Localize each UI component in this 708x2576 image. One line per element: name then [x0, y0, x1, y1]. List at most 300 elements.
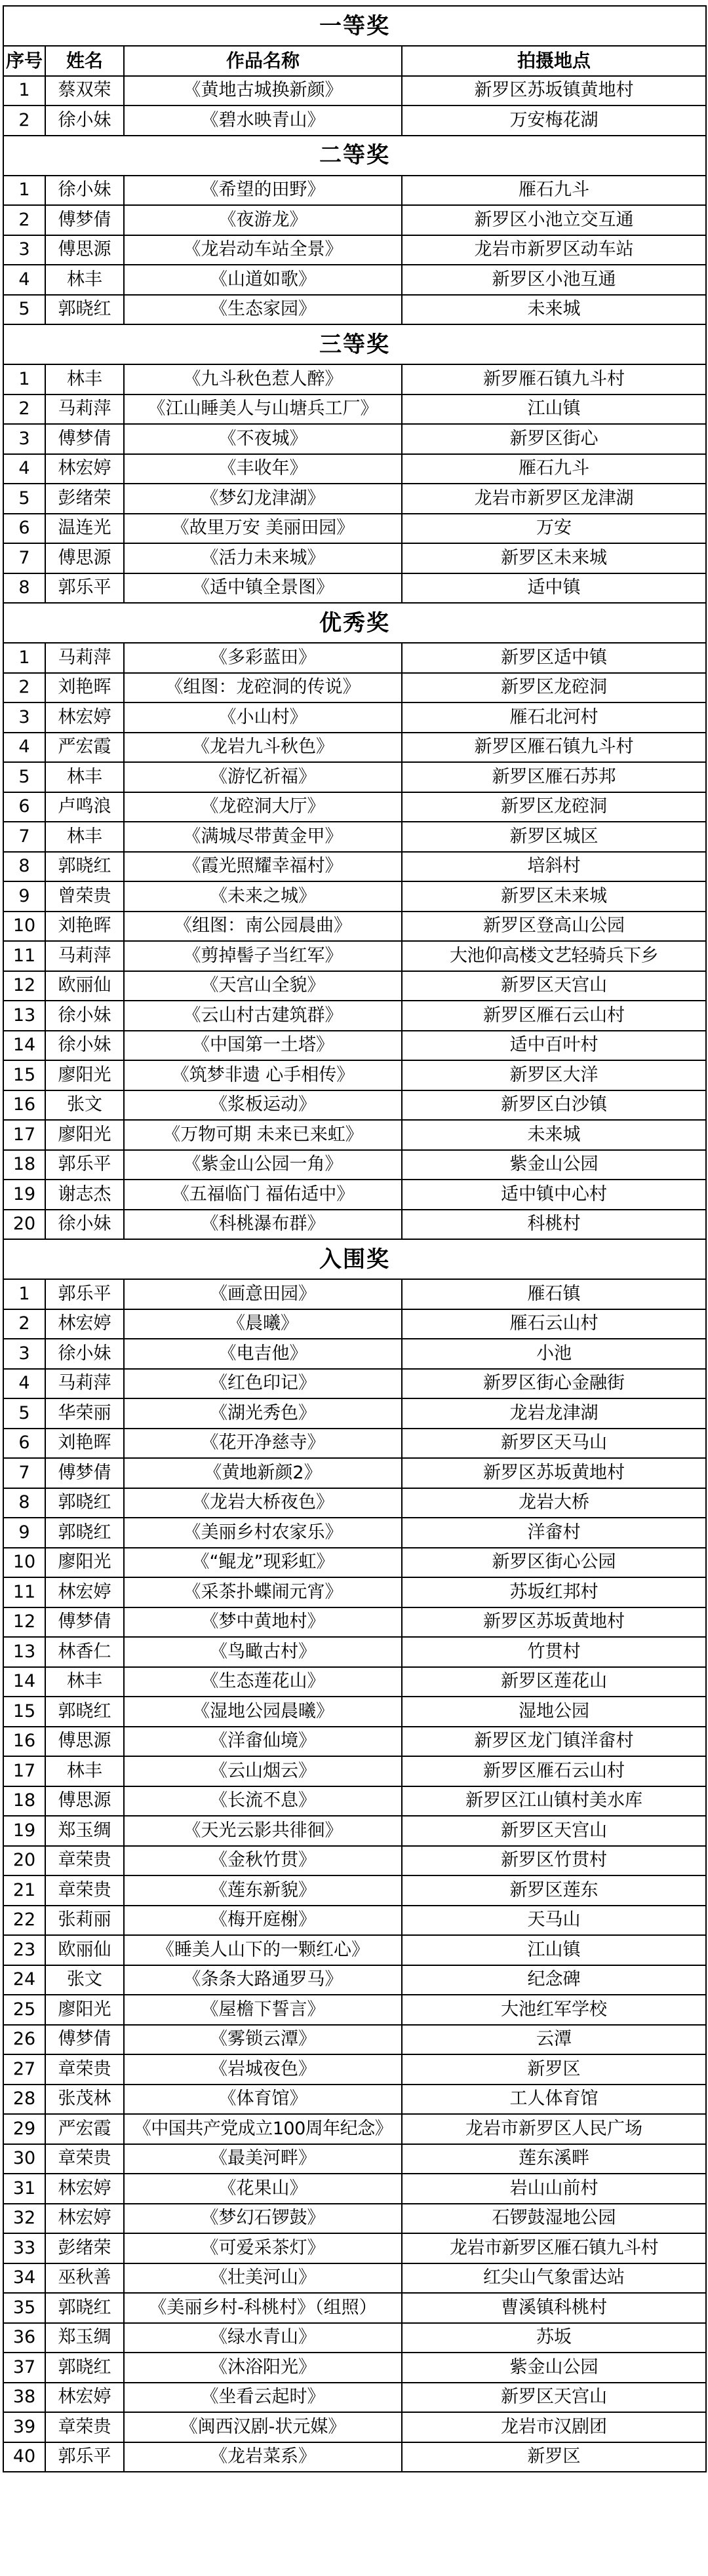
cell-number: 3	[3, 702, 45, 733]
cell-name: 郭晓红	[45, 2353, 124, 2383]
column-header-no: 序号	[3, 46, 45, 76]
cell-number: 5	[3, 484, 45, 514]
cell-name: 马莉萍	[45, 1369, 124, 1399]
cell-number: 8	[3, 1488, 45, 1518]
cell-location: 岩山山前村	[402, 2174, 706, 2204]
cell-work-title: 《龙硿洞大厅》	[124, 792, 402, 822]
cell-name: 傅梦倩	[45, 424, 124, 454]
table-row	[3, 1488, 706, 1518]
table-row	[3, 762, 706, 792]
cell-number: 3	[3, 235, 45, 265]
cell-name: 彭绪荣	[45, 2233, 124, 2263]
cell-number: 12	[3, 1607, 45, 1638]
cell-name: 郭乐平	[45, 1279, 124, 1309]
table-row	[3, 2233, 706, 2263]
cell-work-title: 《中国共产党成立100周年纪念》	[124, 2114, 402, 2144]
award-list-sheet	[3, 5, 705, 2472]
cell-number: 18	[3, 1150, 45, 1180]
cell-location: 新罗区街心公园	[402, 1548, 706, 1578]
table-row	[3, 1697, 706, 1727]
cell-location: 新罗区大洋	[402, 1060, 706, 1090]
cell-name: 华荣丽	[45, 1398, 124, 1429]
cell-number: 30	[3, 2144, 45, 2174]
cell-work-title: 《花果山》	[124, 2174, 402, 2204]
cell-location: 新罗区白沙镇	[402, 1090, 706, 1121]
cell-location: 龙岩市新罗区龙津湖	[402, 484, 706, 514]
cell-number: 5	[3, 1398, 45, 1429]
table-row	[3, 2054, 706, 2085]
table-row	[3, 1398, 706, 1429]
cell-location: 江山镇	[402, 1935, 706, 1965]
cell-number: 18	[3, 1786, 45, 1817]
table-row	[3, 1906, 706, 1936]
cell-name: 林宏婷	[45, 1577, 124, 1607]
cell-number: 9	[3, 1518, 45, 1548]
table-row	[3, 205, 706, 235]
cell-number: 20	[3, 1846, 45, 1876]
table-row	[3, 1060, 706, 1090]
table-row	[3, 1429, 706, 1459]
column-header-name: 姓名	[45, 46, 124, 76]
cell-location: 雁石九斗	[402, 176, 706, 206]
cell-name: 郭晓红	[45, 295, 124, 325]
cell-number: 1	[3, 1279, 45, 1309]
cell-number: 36	[3, 2323, 45, 2353]
table-row	[3, 2025, 706, 2055]
cell-work-title: 《霞光照耀幸福村》	[124, 852, 402, 882]
cell-work-title: 《天光云影共徘徊》	[124, 1816, 402, 1846]
table-row	[3, 1458, 706, 1488]
cell-work-title: 《屋檐下誓言》	[124, 1995, 402, 2025]
table-row	[3, 1548, 706, 1578]
table-row	[3, 673, 706, 703]
table-row	[3, 881, 706, 912]
table-row	[3, 1846, 706, 1876]
cell-location: 曹溪镇科桃村	[402, 2293, 706, 2323]
cell-location: 未来城	[402, 1120, 706, 1150]
award-table	[3, 5, 707, 2472]
cell-number: 38	[3, 2383, 45, 2413]
cell-work-title: 《闽西汉剧-状元媒》	[124, 2412, 402, 2442]
cell-number: 28	[3, 2085, 45, 2115]
cell-work-title: 《组图：南公园晨曲》	[124, 912, 402, 942]
cell-name: 廖阳光	[45, 1548, 124, 1578]
cell-name: 林宏婷	[45, 2383, 124, 2413]
cell-name: 章荣贵	[45, 1846, 124, 1876]
cell-location: 大池仰高楼文艺轻骑兵下乡	[402, 941, 706, 971]
cell-number: 12	[3, 971, 45, 1001]
cell-number: 19	[3, 1180, 45, 1210]
cell-work-title: 《梅开庭榭》	[124, 1906, 402, 1936]
cell-location: 新罗区龙门镇洋畲村	[402, 1727, 706, 1757]
cell-work-title: 《中国第一土塔》	[124, 1031, 402, 1061]
table-row	[3, 912, 706, 942]
cell-name: 章荣贵	[45, 2144, 124, 2174]
cell-number: 9	[3, 881, 45, 912]
cell-location: 紫金山公园	[402, 1150, 706, 1180]
cell-number: 1	[3, 643, 45, 673]
cell-number: 22	[3, 1906, 45, 1936]
cell-work-title: 《生态家园》	[124, 295, 402, 325]
cell-work-title: 《金秋竹贯》	[124, 1846, 402, 1876]
cell-number: 3	[3, 424, 45, 454]
cell-location: 新罗区苏坂黄地村	[402, 1607, 706, 1638]
table-row	[3, 2174, 706, 2204]
table-row	[3, 1279, 706, 1309]
cell-location: 雁石镇	[402, 1279, 706, 1309]
cell-number: 15	[3, 1060, 45, 1090]
cell-location: 新罗区竹贯村	[402, 1846, 706, 1876]
cell-location: 未来城	[402, 295, 706, 325]
table-row	[3, 1875, 706, 1906]
table-row	[3, 643, 706, 673]
cell-number: 4	[3, 454, 45, 484]
cell-work-title: 《沐浴阳光》	[124, 2353, 402, 2383]
cell-name: 郭晓红	[45, 1518, 124, 1548]
cell-number: 31	[3, 2174, 45, 2204]
cell-number: 23	[3, 1935, 45, 1965]
cell-location: 新罗区	[402, 2442, 706, 2472]
table-row	[3, 2442, 706, 2472]
cell-location: 新罗区江山镇村美水库	[402, 1786, 706, 1817]
cell-number: 1	[3, 176, 45, 206]
cell-number: 5	[3, 295, 45, 325]
cell-number: 1	[3, 364, 45, 394]
cell-name: 郭晓红	[45, 2293, 124, 2323]
cell-location: 工人体育馆	[402, 2085, 706, 2115]
cell-location: 万安梅花湖	[402, 106, 706, 136]
cell-number: 8	[3, 573, 45, 604]
cell-name: 章荣贵	[45, 2412, 124, 2442]
cell-name: 林香仁	[45, 1637, 124, 1667]
section-title: 三等奖	[3, 324, 706, 364]
cell-number: 35	[3, 2293, 45, 2323]
cell-work-title: 《花开净慈寺》	[124, 1429, 402, 1459]
cell-location: 新罗区城区	[402, 822, 706, 852]
cell-name: 章荣贵	[45, 1875, 124, 1906]
cell-work-title: 《龙岩大桥夜色》	[124, 1488, 402, 1518]
column-header-work: 作品名称	[124, 46, 402, 76]
table-row	[3, 971, 706, 1001]
cell-number: 32	[3, 2204, 45, 2234]
cell-location: 适中镇中心村	[402, 1180, 706, 1210]
cell-work-title: 《龙岩九斗秋色》	[124, 733, 402, 763]
cell-number: 2	[3, 1309, 45, 1339]
cell-location: 科桃村	[402, 1210, 706, 1240]
cell-name: 谢志杰	[45, 1180, 124, 1210]
cell-location: 大池红军学校	[402, 1995, 706, 2025]
cell-name: 张莉丽	[45, 1906, 124, 1936]
cell-number: 24	[3, 1965, 45, 1995]
cell-number: 21	[3, 1875, 45, 1906]
cell-location: 新罗区雁石苏邦	[402, 762, 706, 792]
cell-location: 新罗区龙硿洞	[402, 792, 706, 822]
cell-name: 林丰	[45, 1667, 124, 1697]
cell-work-title: 《黄地古城换新颜》	[124, 76, 402, 106]
cell-name: 卢鸣浪	[45, 792, 124, 822]
cell-number: 14	[3, 1031, 45, 1061]
cell-location: 新罗区天宫山	[402, 971, 706, 1001]
cell-name: 严宏霞	[45, 2114, 124, 2144]
cell-location: 雁石九斗	[402, 454, 706, 484]
column-header-location: 拍摄地点	[402, 46, 706, 76]
cell-location: 龙岩龙津湖	[402, 1398, 706, 1429]
cell-name: 曾荣贵	[45, 881, 124, 912]
cell-work-title: 《画意田园》	[124, 1279, 402, 1309]
section-title: 入围奖	[3, 1239, 706, 1279]
table-row	[3, 2412, 706, 2442]
section-header	[3, 603, 706, 643]
cell-work-title: 《筑梦非遗 心手相传》	[124, 1060, 402, 1090]
cell-work-title: 《万物可期 未来已来虹》	[124, 1120, 402, 1150]
cell-number: 6	[3, 1429, 45, 1459]
cell-number: 13	[3, 1001, 45, 1031]
cell-number: 10	[3, 1548, 45, 1578]
cell-work-title: 《适中镇全景图》	[124, 573, 402, 604]
cell-work-title: 《组图：龙硿洞的传说》	[124, 673, 402, 703]
cell-work-title: 《鸟瞰古村》	[124, 1637, 402, 1667]
section-header	[3, 6, 706, 46]
cell-location: 新罗区莲东	[402, 1875, 706, 1906]
table-row	[3, 295, 706, 325]
cell-number: 34	[3, 2263, 45, 2294]
cell-location: 新罗区适中镇	[402, 643, 706, 673]
cell-number: 4	[3, 1369, 45, 1399]
cell-location: 洋畲村	[402, 1518, 706, 1548]
column-header-row	[3, 46, 706, 76]
cell-work-title: 《活力未来城》	[124, 543, 402, 573]
cell-number: 29	[3, 2114, 45, 2144]
cell-name: 彭绪荣	[45, 484, 124, 514]
cell-name: 刘艳晖	[45, 912, 124, 942]
cell-location: 红尖山气象雷达站	[402, 2263, 706, 2294]
cell-name: 郭乐平	[45, 573, 124, 604]
cell-name: 徐小妹	[45, 176, 124, 206]
cell-work-title: 《未来之城》	[124, 881, 402, 912]
table-row	[3, 514, 706, 544]
cell-name: 徐小妹	[45, 106, 124, 136]
cell-work-title: 《梦幻龙津湖》	[124, 484, 402, 514]
cell-name: 林丰	[45, 1756, 124, 1786]
cell-work-title: 《梦中黄地村》	[124, 1607, 402, 1638]
cell-work-title: 《浆板运动》	[124, 1090, 402, 1121]
cell-name: 温连光	[45, 514, 124, 544]
cell-location: 江山镇	[402, 394, 706, 425]
cell-work-title: 《龙岩动车站全景》	[124, 235, 402, 265]
cell-number: 37	[3, 2353, 45, 2383]
cell-work-title: 《壮美河山》	[124, 2263, 402, 2294]
cell-number: 8	[3, 852, 45, 882]
table-row	[3, 1180, 706, 1210]
cell-work-title: 《条条大路通罗马》	[124, 1965, 402, 1995]
cell-name: 张茂林	[45, 2085, 124, 2115]
table-row	[3, 1309, 706, 1339]
table-row	[3, 2353, 706, 2383]
cell-work-title: 《小山村》	[124, 702, 402, 733]
cell-work-title: 《湿地公园晨曦》	[124, 1697, 402, 1727]
cell-name: 廖阳光	[45, 1060, 124, 1090]
cell-location: 石锣鼓湿地公园	[402, 2204, 706, 2234]
section-header	[3, 324, 706, 364]
cell-location: 新罗区未来城	[402, 881, 706, 912]
table-row	[3, 424, 706, 454]
cell-work-title: 《最美河畔》	[124, 2144, 402, 2174]
cell-work-title: 《“鲲龙”现彩虹》	[124, 1548, 402, 1578]
cell-name: 傅梦倩	[45, 1458, 124, 1488]
cell-location: 湿地公园	[402, 1697, 706, 1727]
cell-name: 林宏婷	[45, 702, 124, 733]
cell-number: 7	[3, 1458, 45, 1488]
cell-location: 新罗区	[402, 2054, 706, 2085]
cell-number: 17	[3, 1120, 45, 1150]
cell-number: 1	[3, 76, 45, 106]
table-row	[3, 2383, 706, 2413]
cell-name: 林丰	[45, 265, 124, 295]
cell-work-title: 《体育馆》	[124, 2085, 402, 2115]
cell-name: 廖阳光	[45, 1120, 124, 1150]
cell-location: 苏坂	[402, 2323, 706, 2353]
cell-number: 13	[3, 1637, 45, 1667]
cell-work-title: 《龙岩菜系》	[124, 2442, 402, 2472]
cell-number: 5	[3, 762, 45, 792]
cell-location: 竹贯村	[402, 1637, 706, 1667]
cell-number: 16	[3, 1090, 45, 1121]
cell-number: 11	[3, 1577, 45, 1607]
cell-name: 郑玉绸	[45, 1816, 124, 1846]
cell-number: 4	[3, 733, 45, 763]
cell-name: 林宏婷	[45, 454, 124, 484]
table-row	[3, 543, 706, 573]
cell-name: 郑玉绸	[45, 2323, 124, 2353]
cell-location: 新罗区未来城	[402, 543, 706, 573]
cell-name: 蔡双荣	[45, 76, 124, 106]
cell-location: 云潭	[402, 2025, 706, 2055]
cell-number: 26	[3, 2025, 45, 2055]
cell-work-title: 《晨曦》	[124, 1309, 402, 1339]
cell-number: 33	[3, 2233, 45, 2263]
cell-number: 20	[3, 1210, 45, 1240]
cell-name: 张文	[45, 1090, 124, 1121]
cell-location: 龙岩市新罗区雁石镇九斗村	[402, 2233, 706, 2263]
cell-number: 27	[3, 2054, 45, 2085]
cell-name: 林宏婷	[45, 2174, 124, 2204]
cell-name: 徐小妹	[45, 1031, 124, 1061]
table-row	[3, 2114, 706, 2144]
cell-name: 林丰	[45, 364, 124, 394]
cell-work-title: 《碧水映青山》	[124, 106, 402, 136]
cell-work-title: 《红色印记》	[124, 1369, 402, 1399]
table-row	[3, 792, 706, 822]
cell-number: 19	[3, 1816, 45, 1846]
cell-location: 纪念碑	[402, 1965, 706, 1995]
cell-work-title: 《美丽乡村-科桃村》（组照）	[124, 2293, 402, 2323]
cell-location: 新罗区天宫山	[402, 1816, 706, 1846]
table-row	[3, 1786, 706, 1817]
cell-name: 欧丽仙	[45, 971, 124, 1001]
cell-work-title: 《江山睡美人与山塘兵工厂》	[124, 394, 402, 425]
cell-work-title: 《洋畲仙境》	[124, 1727, 402, 1757]
cell-work-title: 《采茶扑蝶闹元宵》	[124, 1577, 402, 1607]
cell-number: 2	[3, 673, 45, 703]
cell-work-title: 《雾锁云潭》	[124, 2025, 402, 2055]
cell-number: 6	[3, 792, 45, 822]
table-row	[3, 1727, 706, 1757]
cell-work-title: 《长流不息》	[124, 1786, 402, 1817]
cell-work-title: 《湖光秀色》	[124, 1398, 402, 1429]
cell-location: 小池	[402, 1339, 706, 1369]
cell-work-title: 《梦幻石锣鼓》	[124, 2204, 402, 2234]
cell-number: 6	[3, 514, 45, 544]
cell-name: 郭晓红	[45, 1488, 124, 1518]
cell-name: 廖阳光	[45, 1995, 124, 2025]
cell-name: 章荣贵	[45, 2054, 124, 2085]
cell-number: 7	[3, 543, 45, 573]
cell-name: 郭乐平	[45, 2442, 124, 2472]
cell-work-title: 《多彩蓝田》	[124, 643, 402, 673]
table-row	[3, 265, 706, 295]
cell-name: 巫秋善	[45, 2263, 124, 2294]
table-row	[3, 1816, 706, 1846]
table-row	[3, 1756, 706, 1786]
table-row	[3, 2293, 706, 2323]
table-row	[3, 1120, 706, 1150]
cell-number: 11	[3, 941, 45, 971]
cell-work-title: 《莲东新貌》	[124, 1875, 402, 1906]
cell-number: 2	[3, 106, 45, 136]
cell-number: 17	[3, 1756, 45, 1786]
cell-work-title: 《山道如歌》	[124, 265, 402, 295]
cell-location: 适中百叶村	[402, 1031, 706, 1061]
table-row	[3, 1369, 706, 1399]
cell-work-title: 《云山烟云》	[124, 1756, 402, 1786]
cell-name: 郭晓红	[45, 1697, 124, 1727]
cell-location: 培斜村	[402, 852, 706, 882]
table-row	[3, 941, 706, 971]
cell-work-title: 《五福临门 福佑适中》	[124, 1180, 402, 1210]
cell-work-title: 《可爱采茶灯》	[124, 2233, 402, 2263]
cell-name: 徐小妹	[45, 1001, 124, 1031]
cell-name: 欧丽仙	[45, 1935, 124, 1965]
table-row	[3, 852, 706, 882]
cell-location: 新罗区登高山公园	[402, 912, 706, 942]
cell-work-title: 《生态莲花山》	[124, 1667, 402, 1697]
table-row	[3, 2263, 706, 2294]
cell-number: 7	[3, 822, 45, 852]
cell-location: 适中镇	[402, 573, 706, 604]
cell-work-title: 《黄地新颜2》	[124, 1458, 402, 1488]
cell-name: 刘艳晖	[45, 1429, 124, 1459]
cell-location: 紫金山公园	[402, 2353, 706, 2383]
cell-name: 林宏婷	[45, 1309, 124, 1339]
cell-location: 新罗区雁石镇九斗村	[402, 733, 706, 763]
section-title: 二等奖	[3, 136, 706, 176]
cell-number: 15	[3, 1697, 45, 1727]
cell-location: 新罗区小池互通	[402, 265, 706, 295]
table-row	[3, 733, 706, 763]
cell-name: 傅梦倩	[45, 205, 124, 235]
cell-location: 龙岩市新罗区人民广场	[402, 2114, 706, 2144]
cell-name: 张文	[45, 1965, 124, 1995]
cell-location: 新罗区街心	[402, 424, 706, 454]
table-row	[3, 454, 706, 484]
cell-location: 雁石北河村	[402, 702, 706, 733]
cell-location: 雁石云山村	[402, 1309, 706, 1339]
cell-number: 2	[3, 394, 45, 425]
cell-location: 新罗区苏坂镇黄地村	[402, 76, 706, 106]
cell-name: 马莉萍	[45, 643, 124, 673]
cell-work-title: 《云山村古建筑群》	[124, 1001, 402, 1031]
cell-number: 25	[3, 1995, 45, 2025]
